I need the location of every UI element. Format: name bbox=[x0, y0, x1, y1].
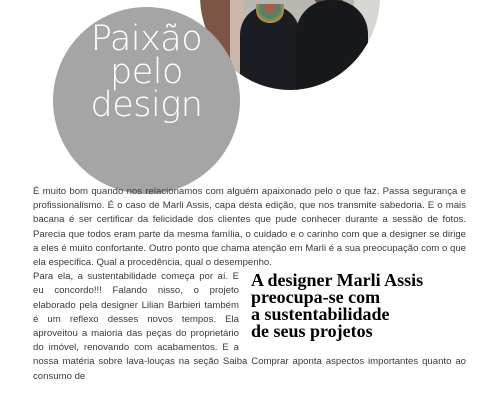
title-circle bbox=[53, 7, 240, 194]
pull-quote-line: preocupa-se com bbox=[251, 287, 381, 308]
page-title bbox=[53, 19, 240, 125]
pull-quote-line: a sustentabilidade bbox=[251, 304, 390, 325]
article-paragraph: Para ela, a sustentabilidade começa por aí. E eu concordo!!! Falando nisso, o projeto elaborado pela designer Lilian Barbieri também é um reflexo desses novos tempos. Ela aproveitou a maioria das peças do proprietário do imóvel, renovando com acabamentos. E a nossa matéria sobre lava-louças na seção Saiba Comprar aponta aspectos importantes quanto ao consumo de bbox=[33, 271, 466, 382]
article-paragraph: É muito bom quando nos relacionamos com alguém apaixonado pelo o que faz. Passa segurança e profissionalismo. É o caso de Marli Assis, capa desta edição, que nos transmite sabedoria. E o mais bacana é ser certificar da felicidade dos clientes que pude conhecer durante a sessão de fotos. Parecia que todos eram parte da mesma família, o cuidado e o carinho com que a designer se dirige a eles é muito confortante. Outro ponto que chama atenção em Marli é a sua preocupação com o que ela especifica. Qual a procedência, qual o desempenho. bbox=[33, 186, 466, 269]
title-line: design bbox=[90, 85, 203, 125]
title-line: pelo bbox=[110, 52, 183, 92]
pull-quote-line: A designer Marli Assis bbox=[251, 270, 424, 291]
pull-quote bbox=[251, 270, 466, 340]
article-body bbox=[33, 185, 466, 384]
photo-person-right bbox=[296, 0, 368, 90]
pull-quote-line: de seus projetos bbox=[251, 321, 373, 342]
title-line: Paixão bbox=[90, 19, 203, 59]
